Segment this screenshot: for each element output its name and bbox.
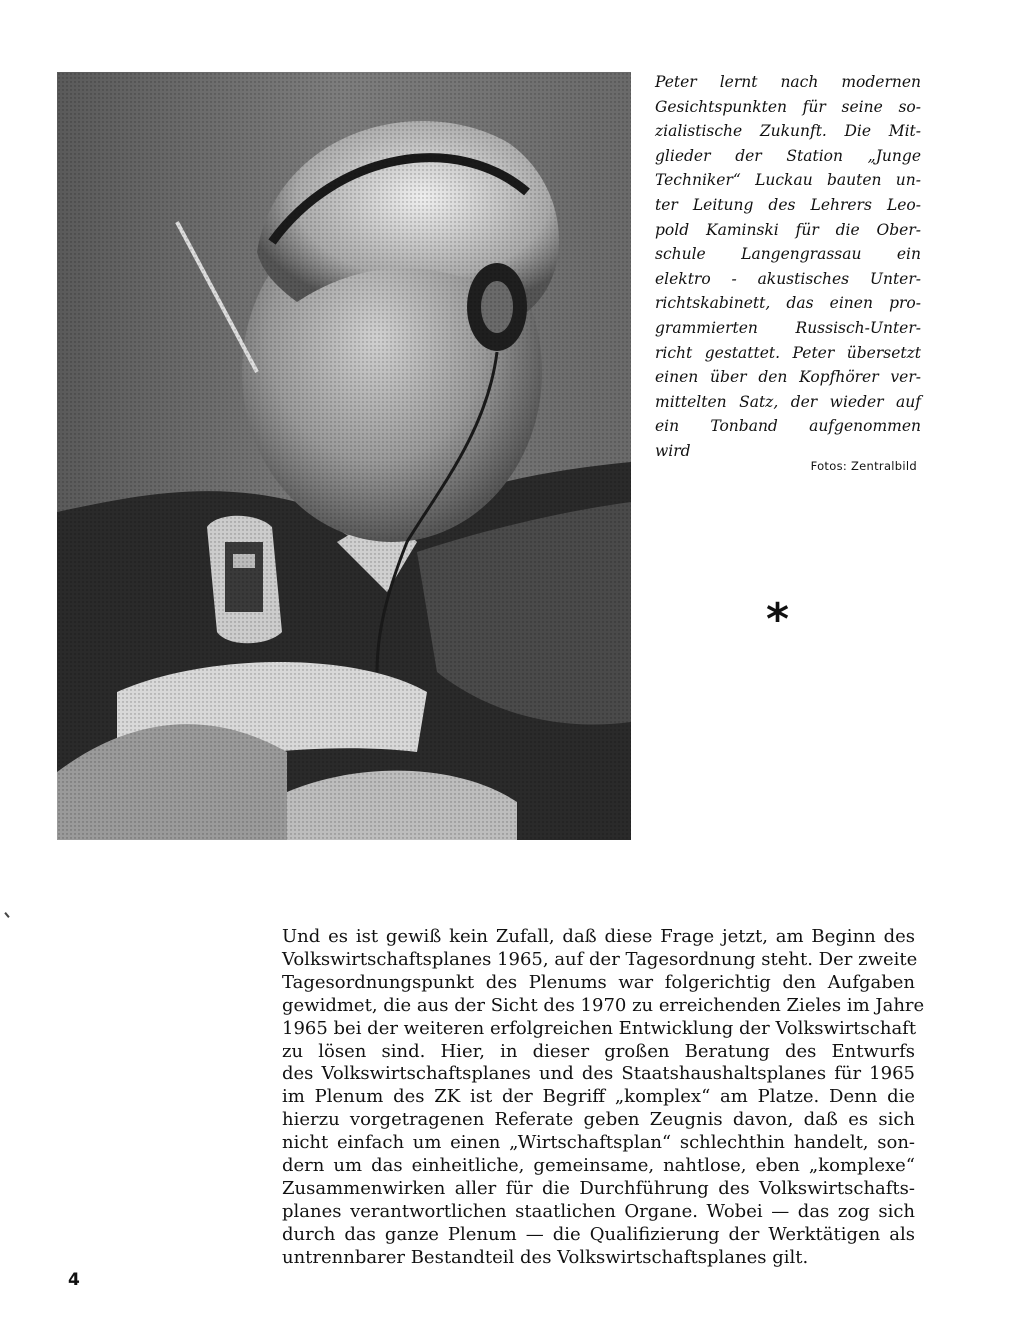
body-line: untrennbarer Bestandteil des Volkswirtschaftsplanes gilt. <box>282 1246 809 1268</box>
body-line: nicht einfach um einen „Wirtschaftsplan“ schlechthin handelt, son- <box>282 1132 915 1154</box>
photo-boy-with-headphones <box>57 72 631 840</box>
caption-line: einen über den Kopfhörer ver- <box>655 368 921 387</box>
body-line: im Plenum des ZK ist der Begriff „komplex“ am Platze. Denn die <box>282 1086 915 1108</box>
body-line: planes verantwortlichen staatlichen Organe. Wobei — das zog sich <box>282 1200 915 1222</box>
caption-line: Techniker“ Luckau bauten un- <box>655 171 921 190</box>
photo-credit: Fotos: Zentralbild <box>810 459 917 473</box>
body-paragraph <box>282 926 925 1270</box>
body-line: Zusammenwirken aller für die Durchführung des Volkswirtschafts- <box>282 1177 915 1199</box>
caption-line: grammierten Russisch-Unter- <box>655 318 921 337</box>
body-line: Tagesordnungspunkt des Plenums war folgerichtig den Aufgaben <box>282 971 915 993</box>
caption-line: wird <box>655 441 691 460</box>
caption-line: pold Kaminski für die Ober- <box>655 220 921 239</box>
halftone-photo <box>57 72 631 840</box>
scan-mark <box>4 912 9 918</box>
caption-line: elektro - akustisches Unter- <box>655 269 921 288</box>
body-line: Volkswirtschaftsplanes 1965, auf der Tagesordnung steht. Der zweite <box>282 948 918 970</box>
caption-line: Gesichtspunkten für seine so- <box>655 97 921 116</box>
body-line: des Volkswirtschaftsplanes und des Staatshaushaltsplanes für 1965 <box>282 1063 915 1085</box>
caption-line: Peter lernt nach modernen <box>655 73 921 91</box>
page-number: 4 <box>68 1270 80 1290</box>
body-line: gewidmet, die aus der Sicht des 1970 zu erreichenden Zieles im Jahre <box>282 994 925 1016</box>
caption-line: ter Leitung des Lehrers Leo- <box>655 195 921 214</box>
body-line: hierzu vorgetragenen Referate geben Zeugnis davon, daß es sich <box>282 1109 915 1131</box>
body-line: Und es ist gewiß kein Zufall, daß diese Frage jetzt, am Beginn des <box>282 926 915 947</box>
caption-line: glieder der Station „Junge <box>655 146 921 165</box>
caption-line: ein Tonband aufgenommen <box>655 417 921 436</box>
caption-line: richt gestattet. Peter übersetzt <box>655 343 921 362</box>
asterisk-ornament: * <box>766 594 790 645</box>
body-line: durch das ganze Plenum — die Qualifizierung der Werktätigen als <box>282 1223 915 1245</box>
caption-line: schule Langengrassau ein <box>655 245 921 264</box>
photo-caption <box>655 70 921 464</box>
body-line: zu lösen sind. Hier, in dieser großen Beratung des Entwurfs <box>282 1040 915 1062</box>
caption-line: mittelten Satz, der wieder auf <box>655 392 921 411</box>
body-line: 1965 bei der weiteren erfolgreichen Entwicklung der Volkswirtschaft <box>282 1017 917 1039</box>
caption-line: richtskabinett, das einen pro- <box>655 294 921 313</box>
body-line: dern um das einheitliche, gemeinsame, nahtlose, eben „komplexe“ <box>282 1155 915 1177</box>
caption-line: zialistische Zukunft. Die Mit- <box>655 122 921 141</box>
